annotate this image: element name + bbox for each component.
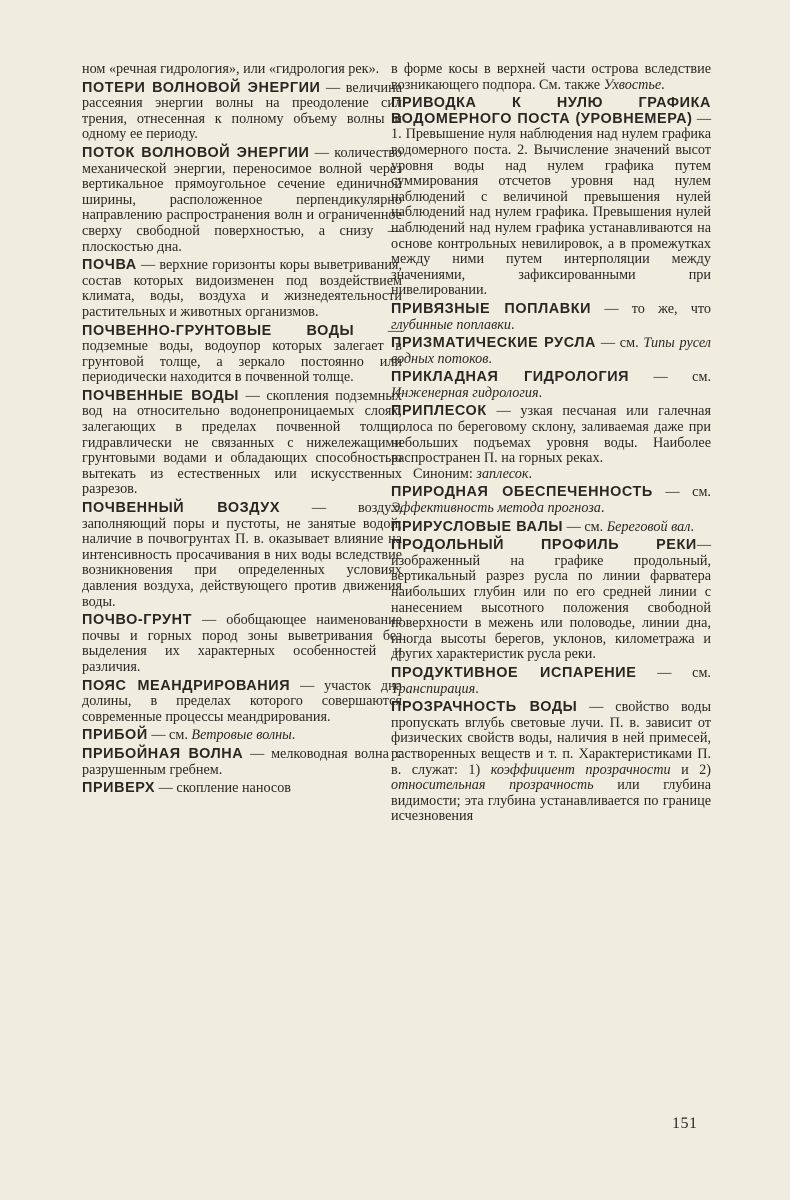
entry-term: ПОЧВА xyxy=(82,257,137,274)
entry-text: — свойство воды пропускать вглубь световые лучи. П. в. зависит от физических свойств воды, наличия в ней примесей, растворенных веществ и т. п. Характеристиками П. в. служат: 1) xyxy=(391,699,711,778)
entry-text: — узкая песчаная или галечная полоса по береговому склону, заливаемая даже при небольших подъемах уровня воды. Наиболее распространен П. на горных реках. xyxy=(391,403,711,467)
entry-text: . xyxy=(690,518,695,535)
entry-text: — см. xyxy=(147,727,192,744)
entry xyxy=(391,96,711,299)
entry-text: . xyxy=(661,76,665,93)
entry-term: ПРОЗРАЧНОСТЬ ВОДЫ xyxy=(391,699,578,716)
entry-term: ПРИВЯЗНЫЕ ПОПЛАВКИ xyxy=(391,300,592,317)
entry-continuation xyxy=(82,62,402,78)
entry-text: — см. xyxy=(652,484,711,501)
entry-term: ПРИВОДКА К НУЛЮ ГРАФИКА ВОДОМЕРНОГО ПОСТА (УРОВНЕМЕРА) xyxy=(391,95,711,127)
entry-text: в форме косы в верхней части острова вследствие возникающего подпора. См. также xyxy=(391,61,711,93)
entry-term: ПОЧВО-ГРУНТ xyxy=(82,612,192,629)
entry xyxy=(391,700,711,825)
entry-term: ПРИЗМАТИЧЕСКИЕ РУСЛА xyxy=(391,335,597,352)
entry-text: Синоним: xyxy=(413,465,477,482)
cross-reference: Типы русел водных потоков xyxy=(391,335,711,367)
entry-text: . xyxy=(528,465,532,482)
entry-text: — верхние горизонты коры выветривания, состав которых видоизменен под воздействием климата, воды, воздуха и жизнедеятельности растительных и животных организмов. xyxy=(82,257,402,320)
entry-text: — подземные воды, водоупор которых залегает в грунтовой толще, а зеркало постоянно или периодически находится в почвенной толще. xyxy=(82,322,402,386)
cross-reference: Эффективность метода прогноза xyxy=(391,500,601,517)
entry xyxy=(82,613,402,675)
entry xyxy=(82,679,402,726)
page-number: 151 xyxy=(672,1115,698,1132)
entry-text: — количество механической энергии, переносимое волной через вертикальное прямоугольное сечение единичной ширины, расположенное перпендикулярно направлению распространения волн и ограниченное сверху свободной поверхностью, а снизу — плоскостью дна. xyxy=(82,144,403,255)
entry xyxy=(82,324,402,386)
entry-term: ПРИРОДНАЯ ОБЕСПЕЧЕННОСТЬ xyxy=(391,484,653,501)
entry xyxy=(391,336,711,367)
entry-text: . xyxy=(475,680,479,697)
entry-text: — см. xyxy=(596,335,644,352)
cross-reference: Береговой вал xyxy=(606,518,691,535)
entry-text: — 1. Превышение нуля наблюдения над нулем графика водомерного поста. 2. Вычисление значений высот уровня воды над нулем графика путем суммирования отсчетов уровня над нулем наблюдений с величиной превышения нулей наблюдений над нулем графика. Превышения нулей наблюдений над нулем графика устанавливаются на основе контрольных невилировок, а в промежутках между ними путем интерполяции между значениями, зафиксированными при нивелировании. xyxy=(391,110,712,299)
entry-term: ПРИВЕРХ xyxy=(82,780,156,797)
entry-continuation xyxy=(391,62,711,93)
entry-text: — скопления подземных вод на относительно водонепроницаемых слоях, залегающих в пределах почвенной толщи, гидравлически не связанных с нижележащими грунтовыми водами и обладающих способностью вытекать из естественных или искусственных разрезов. xyxy=(82,387,403,498)
entry-term: ПРИРУСЛОВЫЕ ВАЛЫ xyxy=(391,518,564,535)
entry xyxy=(82,146,402,255)
entry xyxy=(82,258,402,320)
entry-text: или глубина видимости; эта глубина устанавливается по границе исчезновения xyxy=(391,777,711,825)
entry-text: — обобщающее наименование почвы и горных пород зоны выветривания без выделения их характерных особенностей и различия. xyxy=(82,612,402,675)
entry-text: — участок дна долины, в пределах которого совершаются современные процессы меандрирования. xyxy=(82,677,402,725)
cross-reference: глубинные поплавки xyxy=(391,316,512,333)
entry xyxy=(391,370,711,401)
entry-term: ПРОДУКТИВНОЕ ИСПАРЕНИЕ xyxy=(391,664,637,681)
entry-term: ПРИКЛАДНАЯ ГИДРОЛОГИЯ xyxy=(391,369,630,386)
entry-text: — см. xyxy=(629,369,712,386)
entry xyxy=(82,389,402,498)
entry-term: ПОЧВЕННЫЕ ВОДЫ xyxy=(82,387,239,404)
entry xyxy=(391,538,711,663)
entry xyxy=(391,666,711,697)
entry-term: ПРИБОЙНАЯ ВОЛНА xyxy=(82,745,244,762)
entry-term: ПРИПЛЕСОК xyxy=(391,403,487,420)
entry-text: — скопление наносов xyxy=(155,780,291,797)
entry-term: ПРИБОЙ xyxy=(82,727,148,744)
entry xyxy=(82,81,402,143)
entry xyxy=(391,302,711,333)
cross-reference: коэффициент прозрачности xyxy=(490,761,671,778)
entry-term: ПРОДОЛЬНЫЙ ПРОФИЛЬ РЕКИ xyxy=(391,537,697,554)
cross-reference: Ухвостье xyxy=(603,76,662,93)
entry xyxy=(82,728,402,744)
cross-reference: Транспирация xyxy=(391,680,476,697)
entry-text: и 2) xyxy=(670,761,711,778)
entry-text: . xyxy=(291,727,296,744)
entry xyxy=(82,781,402,797)
entry-text: — см. xyxy=(636,664,711,681)
entry-text: . xyxy=(511,316,515,333)
entry-text: . xyxy=(538,384,543,401)
entry-text: ном «речная гидрология», или «гидрология рек». xyxy=(82,61,380,77)
entry-term: ПОЯС МЕАНДРИРОВАНИЯ xyxy=(82,677,291,694)
entry xyxy=(82,747,402,778)
entry-text: — мелководная волна с разрушенным гребнем. xyxy=(82,745,402,778)
cross-reference: Ветровые волны xyxy=(191,727,292,744)
entry-text: — воздух, заполняющий поры и пустоты, не занятые водой; наличие в почвогрунтах П. в. оказывает влияние на интенсивность просачивания в них воды вследствие возникновения при определенных условиях давления воздуха, действующего против движения воды. xyxy=(82,500,402,610)
entry-text: —изображенный на графике продольный, вертикальный разрез русла по линии фарватера наибольших глубин или по его средней линии с нанесением высотного положения свободной поверхности в межень или половодье, линии дна, иногда высоты берегов, уклонов, километража и других характеристик русла реки. xyxy=(391,537,711,663)
entry-text: . xyxy=(600,500,605,517)
cross-reference: относительная прозрачность xyxy=(391,777,594,794)
entry-term: ПОТОК ВОЛНОВОЙ ЭНЕРГИИ xyxy=(82,144,310,161)
entry-text: — то же, что xyxy=(591,300,711,317)
entry xyxy=(391,520,711,536)
synonym-line xyxy=(391,467,711,483)
entry-term: ПОЧВЕННЫЙ ВОЗДУХ xyxy=(82,500,281,517)
entry-term: ПОЧВЕННО-ГРУНТОВЫЕ ВОДЫ xyxy=(82,322,355,339)
entry xyxy=(391,404,711,466)
left-column xyxy=(82,62,402,797)
entry-text: — величина рассеяния энергии волны на преодоление сил трения, отнесенная к полному объему волны и одному ее периоду. xyxy=(82,79,402,143)
entry-term: ПОТЕРИ ВОЛНОВОЙ ЭНЕРГИИ xyxy=(82,79,321,96)
entry xyxy=(82,501,402,610)
cross-reference: Инженерная гидрология xyxy=(391,384,539,401)
cross-reference: заплесок xyxy=(476,465,529,482)
right-column xyxy=(391,62,711,825)
entry-text: . xyxy=(488,350,492,367)
entry-text: — см. xyxy=(563,518,607,535)
entry xyxy=(391,485,711,516)
